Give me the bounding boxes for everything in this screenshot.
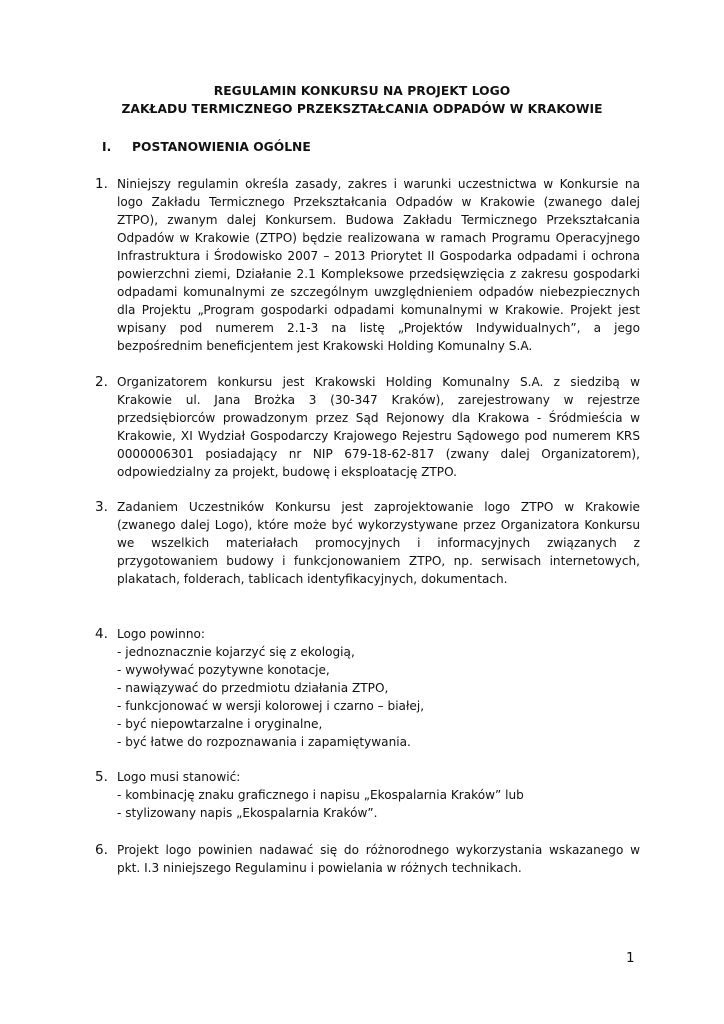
bullet-line: - być łatwe do rozpoznawania i zapamiętywania. (117, 735, 411, 749)
item-lead: Logo musi stanowić: (117, 770, 241, 784)
item-number: 1. (95, 176, 108, 192)
bullet-line: - jednoznacznie kojarzyć się z ekologią, (117, 645, 355, 659)
section-number: I. (102, 140, 112, 154)
item-number: 5. (95, 769, 108, 785)
bullet-line: - nawiązywać do przedmiotu działania ZTPO, (117, 681, 389, 695)
bullet-line: - stylizowany napis „Ekospalarnia Kraków”. (117, 806, 378, 820)
list-item-6 (95, 841, 640, 877)
bullet-line: - wywoływać pozytywne konotacje, (117, 663, 330, 677)
item-number: 6. (95, 842, 108, 858)
list-item-4 (95, 625, 640, 751)
item-text: Projekt logo powinien nadawać się do różnorodnego wykorzystania wskazanego w pkt. I.3 niniejszego Regulaminu i powielania w różnych technikach. (117, 843, 640, 875)
item-text: Organizatorem konkursu jest Krakowski Holding Komunalny S.A. z siedzibą w Krakowie ul. Jana Brożka 3 (30-347 Kraków), zarejestrowany w rejestrze przedsiębiorców prowadzonym przez Sąd Rejonowy dla Krakowa - Śródmieścia w Krakowie, XI Wydział Gospodarczy Krajowego Rejestru Sądowego pod numerem KRS 0000006301 posiadający nr NIP 679-18-62-817 (zwany dalej Organizatorem), odpowiedzialny za projekt, budowę i eksploatację ZTPO. (117, 375, 640, 479)
item-number: 2. (95, 374, 108, 390)
page-number: 1 (626, 950, 635, 966)
item-content (117, 625, 640, 751)
document-title-line-2: ZAKŁADU TERMICZNEGO PRZEKSZTAŁCANIA ODPADÓW W KRAKOWIE (121, 102, 603, 116)
item-lead: Logo powinno: (117, 627, 205, 641)
item-content (117, 768, 640, 822)
item-number: 3. (95, 499, 108, 515)
document-title-line-1: REGULAMIN KONKURSU NA PROJEKT LOGO (213, 84, 511, 98)
item-text: Niniejszy regulamin określa zasady, zakres i warunki uczestnictwa w Konkursie na logo Zakładu Termicznego Przekształcania Odpadów w Krakowie (zwanego dalej ZTPO), zwanym dalej Konkursem. Budowa Zakładu Termicznego Przekształcania Odpadów w Krakowie (ZTPO) będzie realizowana w ramach Programu Operacyjnego Infrastruktura i Środowisko 2007 – 2013 Priorytet II Gospodarka odpadami i ochrona powierzchni ziemi, Działanie 2.1 Kompleksowe przedsięwzięcia z zakresu gospodarki odpadami komunalnymi ze szczególnym uwzględnieniem odpadów niebezpiecznych dla Projektu „Program gospodarki odpadami komunalnymi w Krakowie. Projekt jest wpisany pod numerem 2.1-3 na listę „Projektów Indywidualnych”, a jego bezpośrednim beneficjentem jest Krakowski Holding Komunalny S.A. (117, 177, 640, 353)
item-text: Zadaniem Uczestników Konkursu jest zaprojektowanie logo ZTPO w Krakowie (zwanego dalej Logo), które może być wykorzystywane przez Organizatora Konkursu we wszelkich materiałach promocyjnych i informacyjnych związanych z przygotowaniem budowy i funkcjonowaniem ZTPO, np. serwisach internetowych, plakatach, folderach, tablicach identyfikacyjnych, dokumentach. (117, 500, 640, 586)
list-item-1 (95, 175, 640, 355)
list-item-2 (95, 373, 640, 481)
bullet-line: - funkcjonować w wersji kolorowej i czarno – białej, (117, 699, 425, 713)
list-item-3 (95, 498, 640, 588)
list-item-5 (95, 768, 640, 822)
item-number: 4. (95, 626, 108, 642)
section-heading (102, 140, 311, 154)
bullet-line: - kombinację znaku graficznego i napisu „Ekospalarnia Kraków” lub (117, 788, 524, 802)
section-title: POSTANOWIENIA OGÓLNE (132, 140, 311, 154)
bullet-line: - być niepowtarzalne i oryginalne, (117, 717, 323, 731)
